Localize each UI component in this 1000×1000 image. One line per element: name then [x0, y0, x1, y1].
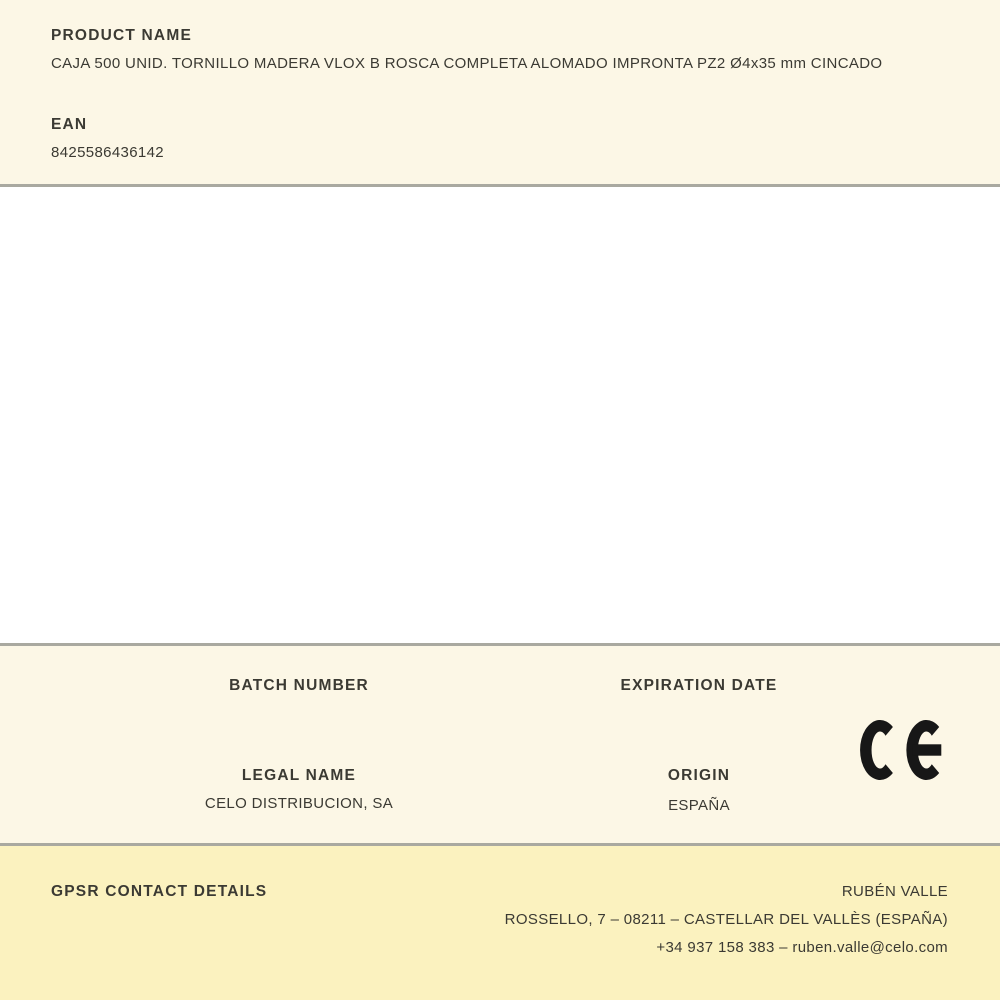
contact-person-name: RUBÉN VALLE: [841, 883, 948, 900]
product-name-label: PRODUCT NAME: [51, 27, 192, 44]
product-info-section: [0, 0, 1000, 187]
empty-middle-area: [0, 187, 1000, 643]
batch-legal-section: [0, 643, 1000, 846]
legal-name-label: LEGAL NAME: [241, 767, 357, 784]
batch-number-label: BATCH NUMBER: [229, 677, 369, 694]
ean-label: EAN: [51, 116, 88, 133]
expiration-date-label: EXPIRATION DATE: [620, 677, 778, 694]
contact-address: ROSSELLO, 7 – 08211 – CASTELLAR DEL VALLÈS (ESPAÑA): [504, 911, 948, 928]
origin-label: ORIGIN: [667, 767, 731, 784]
product-name-value: CAJA 500 UNID. TORNILLO MADERA VLOX B ROSCA COMPLETA ALOMADO IMPRONTA PZ2 Ø4x35 mm CINCADO: [51, 55, 883, 72]
gpsr-contact-section: [0, 846, 1000, 1000]
legal-name-value: CELO DISTRIBUCION, SA: [204, 795, 394, 812]
ean-value: 8425586436142: [51, 144, 164, 161]
origin-value: ESPAÑA: [668, 797, 730, 814]
contact-phone-email: +34 937 158 383 – ruben.valle@celo.com: [656, 939, 948, 956]
gpsr-contact-label: GPSR CONTACT DETAILS: [51, 883, 268, 900]
ce-mark-icon: [855, 713, 947, 783]
